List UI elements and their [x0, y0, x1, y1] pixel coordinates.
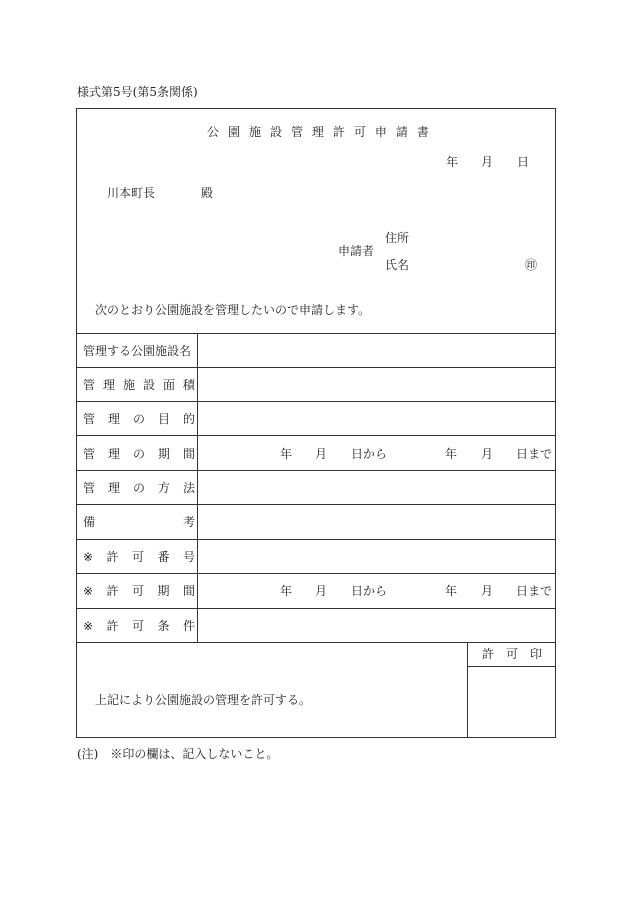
seal-mark: ㊞	[525, 258, 538, 272]
addressee-honorific: 殿	[201, 186, 214, 200]
applicant-address-label: 住所	[385, 231, 410, 245]
row-label-facility-area: 管 理 施 設 面 積	[83, 378, 195, 392]
title-char: 園	[227, 125, 240, 139]
title-char: 公	[207, 125, 220, 139]
application-form	[76, 108, 556, 738]
period-to-day: 日まで	[516, 447, 553, 461]
row-label-permit-conditions: ※ 許 可 条 件	[83, 619, 195, 633]
period-to-month: 月	[481, 447, 494, 461]
row-label-period: 管 理 の 期 間	[83, 447, 195, 461]
permit-stamp-label: 許 可 印	[482, 647, 542, 661]
period-from-year: 年	[280, 447, 293, 461]
title-char: 理	[311, 125, 324, 139]
permit-period-from-month: 月	[315, 584, 328, 598]
period-from-month: 月	[315, 447, 328, 461]
request-text: 次のとおり公園施設を管理したいので申請します。	[95, 303, 371, 317]
row-label-facility-name: 管理する公園施設名	[83, 344, 192, 358]
date-day-label: 日	[517, 155, 530, 169]
title-char: 申	[374, 125, 387, 139]
period-to-year: 年	[445, 447, 458, 461]
permit-period-from-year: 年	[280, 584, 293, 598]
applicant-label: 申請者	[338, 244, 375, 258]
permit-period-to-year: 年	[445, 584, 458, 598]
row-label-remarks: 備 考	[83, 515, 195, 529]
title-char: 許	[332, 125, 345, 139]
date-year-label: 年	[446, 155, 459, 169]
row-label-method: 管 理 の 方 法	[83, 481, 195, 495]
row-label-permit-period: ※ 許 可 期 間	[83, 584, 195, 598]
period-from-day: 日から	[351, 447, 388, 461]
row-label-permit-number: ※ 許 可 番 号	[83, 550, 195, 564]
permit-period-to-month: 月	[481, 584, 494, 598]
permit-period-from-day: 日から	[351, 584, 388, 598]
form-title	[207, 126, 429, 138]
title-char: 施	[248, 125, 261, 139]
title-char: 可	[353, 125, 366, 139]
form-number: 様式第5号(第5条関係)	[77, 85, 198, 99]
title-char: 請	[395, 125, 408, 139]
row-label-purpose: 管 理 の 目 的	[83, 412, 195, 426]
applicant-name-label: 氏名	[385, 258, 410, 272]
title-char: 設	[269, 125, 282, 139]
date-month-label: 月	[481, 155, 494, 169]
addressee-name: 川本町長	[107, 186, 156, 200]
title-char: 書	[416, 125, 429, 139]
permit-period-to-day: 日まで	[516, 584, 553, 598]
footnote: (注) ※印の欄は、記入しないこと。	[77, 747, 279, 761]
permit-text: 上記により公園施設の管理を許可する。	[95, 693, 312, 707]
title-char: 管	[290, 125, 303, 139]
